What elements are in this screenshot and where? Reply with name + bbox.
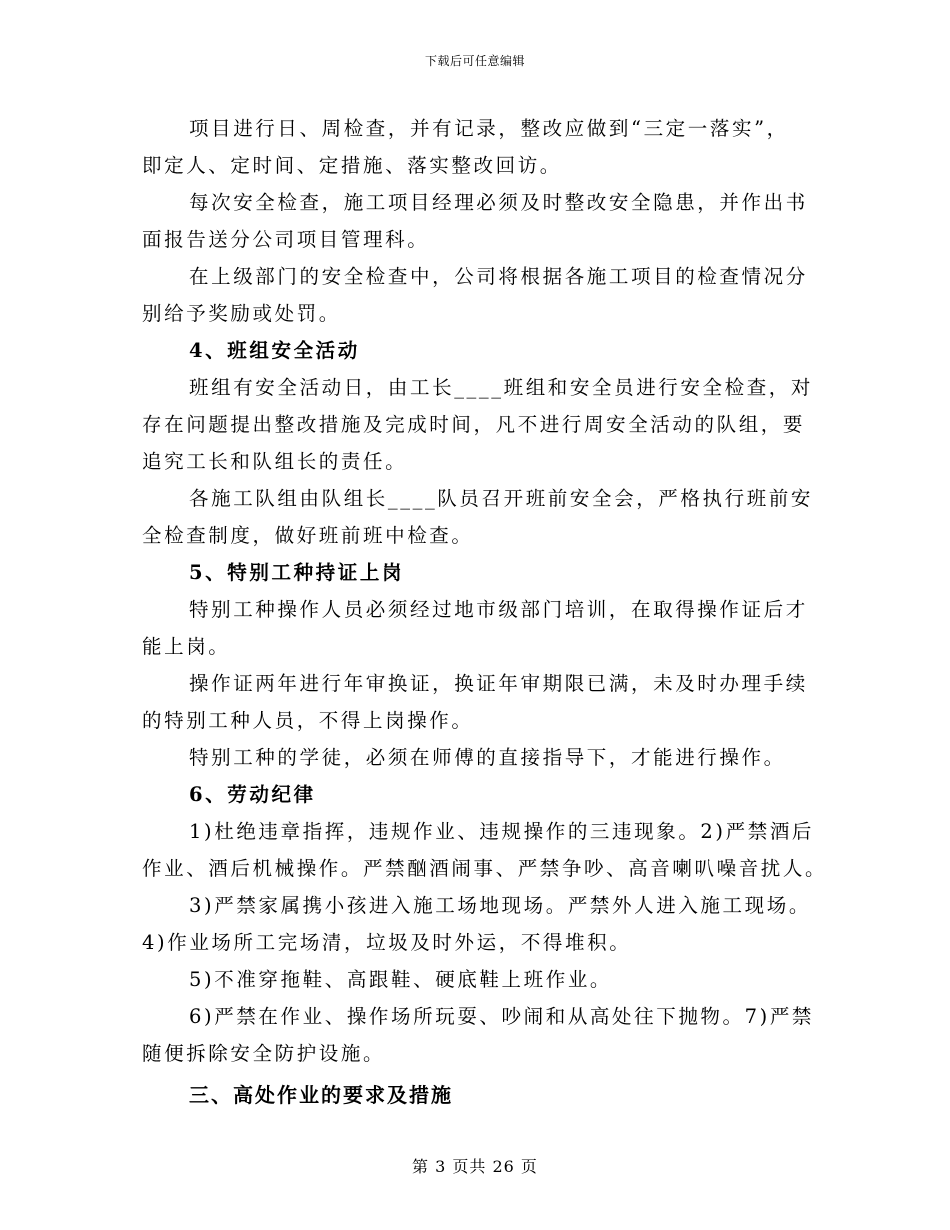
subheading-special-work: 5、特别工种持证上岗 — [189, 561, 405, 584]
paragraph-line: 5)不准穿拖鞋、高跟鞋、硬底鞋上班作业。 — [189, 968, 613, 991]
paragraph-line: 存在问题提出整改措施及完成时间，凡不进行周安全活动的队组，要 — [142, 413, 806, 436]
paragraph-line: 面报告送分公司项目管理科。 — [142, 228, 430, 251]
paragraph-line: 6)严禁在作业、操作场所玩耍、吵闹和从高处往下抛物。7)严禁 — [189, 1005, 815, 1028]
paragraph-line: 每次安全检查，施工项目经理必须及时整改安全隐患，并作出书 — [189, 191, 808, 214]
page-number: 第 3 页共 26 页 — [412, 1157, 538, 1176]
document-body — [142, 110, 828, 1114]
page-header-note: 下载后可任意编辑 — [424, 54, 525, 68]
subheading-team-safety: 4、班组安全活动 — [189, 339, 360, 362]
paragraph-line: 的特别工种人员，不得上岗操作。 — [142, 709, 474, 732]
paragraph-line: 随便拆除安全防护设施。 — [142, 1042, 386, 1065]
paragraph-line: 4)作业场所工完场清，垃圾及时外运，不得堆积。 — [142, 931, 632, 954]
section-heading-high-work: 三、高处作业的要求及措施 — [189, 1083, 453, 1107]
paragraph-line: 即定人、定时间、定措施、落实整改回访。 — [142, 154, 562, 177]
paragraph-line: 项目进行日、周检查，并有记录，整改应做到“三定一落实”， — [189, 117, 789, 140]
paragraph-line: 别给予奖励或处罚。 — [142, 302, 341, 325]
paragraph-line: 在上级部门的安全检查中，公司将根据各施工项目的检查情况分 — [189, 265, 808, 288]
paragraph-line: 追究工长和队组长的责任。 — [142, 450, 408, 473]
paragraph-line: 作业、酒后机械操作。严禁酗酒闹事、严禁争吵、高音喇叭噪音扰人。 — [142, 857, 828, 880]
paragraph-line: 特别工种操作人员必须经过地市级部门培训，在取得操作证后才 — [189, 598, 808, 621]
paragraph-line: 全检查制度，做好班前班中检查。 — [142, 524, 474, 547]
paragraph-line: 特别工种的学徒，必须在师傅的直接指导下，才能进行操作。 — [189, 746, 786, 769]
paragraph-line: 能上岗。 — [142, 635, 231, 658]
paragraph-line: 3)严禁家属携小孩进入施工场地现场。严禁外人进入施工现场。 — [189, 894, 811, 917]
paragraph-line: 各施工队组由队组长____队员召开班前安全会，严格执行班前安 — [189, 487, 814, 510]
paragraph-line: 班组有安全活动日，由工长____班组和安全员进行安全检查，对 — [189, 376, 814, 399]
paragraph-line: 操作证两年进行年审换证，换证年审期限已满，未及时办理手续 — [189, 672, 808, 695]
paragraph-line: 1)杜绝违章指挥，违规作业、违规操作的三违现象。2)严禁酒后 — [189, 820, 815, 843]
subheading-labor-discipline: 6、劳动纪律 — [189, 783, 316, 806]
